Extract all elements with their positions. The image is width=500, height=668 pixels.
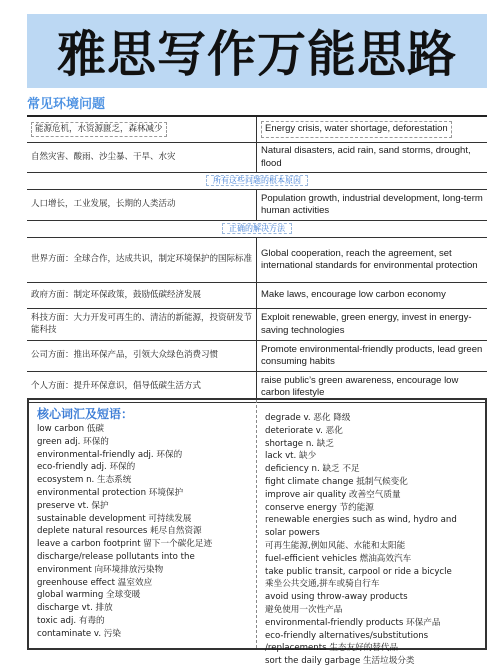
en-cell: Natural disasters, acid rain, sand storms, drought, flood <box>261 145 471 169</box>
vocab-item: global warming 全球变暖 <box>37 590 141 601</box>
vocab-item: /replacements 生态友好的替代品 <box>265 643 399 654</box>
vocab-item: discharge/release pollutants into the <box>37 551 195 562</box>
zh-cell: 世界方面：全球合作，达成共识，制定环境保护的国际标准 <box>27 238 257 282</box>
zh-cell: 人口增长，工业发展，长期的人类活动 <box>27 190 257 220</box>
zh-cell: 政府方面：制定环保政策，鼓励低碳经济发展 <box>27 283 257 308</box>
en-cell: Exploit renewable, green energy, invest in energy-saving technologies <box>261 312 472 336</box>
en-cell: raise public’s green awareness, encourage low carbon lifestyle <box>261 374 459 398</box>
vocab-item: deficiency n. 缺乏 不足 <box>265 464 360 475</box>
vocab-item: deteriorate v. 恶化 <box>265 425 343 436</box>
vocab-title: 核心词汇及短语： <box>37 407 134 421</box>
vocab-item: environmental-friendly adj. 环保的 <box>37 449 183 460</box>
vocab-item: sort the daily garbage 生活垃圾分类 <box>265 656 415 667</box>
section-divider-causes: 所有这些问题的根本原因 <box>27 173 487 190</box>
vocab-item: conserve energy 节约能源 <box>265 502 374 513</box>
zh-cell: 公司方面：推出环保产品，引领大众绿色消费习惯 <box>27 341 257 371</box>
vocab-item: fight climate change 抵制气候变化 <box>265 476 408 487</box>
section-divider-solutions: 正确的解决方法 <box>27 221 487 238</box>
zh-cell: 个人方面：提升环保意识，倡导低碳生活方式 <box>27 372 257 402</box>
section-title: 常见环境问题 <box>27 97 106 112</box>
vocab-item: discharge vt. 排放 <box>37 603 113 614</box>
table-row <box>27 117 487 143</box>
vocab-column-left <box>29 400 257 648</box>
vocab-item: environmental protection 环境保护 <box>37 487 184 498</box>
vocab-item: eco-friendly alternatives/substitutions <box>265 630 429 641</box>
en-cell: Make laws, encourage low carbon economy <box>261 289 446 301</box>
vocab-item: ecosystem n. 生态系统 <box>37 475 132 486</box>
table-row <box>27 143 487 173</box>
en-cell: Global cooperation, reach the agreement, set international standards for environmental protection <box>261 247 478 271</box>
vocab-item: low carbon 低碳 <box>37 424 105 434</box>
vocab-item: green adj. 环保的 <box>37 436 109 447</box>
problems-table <box>27 115 487 403</box>
vocab-item: leave a carbon footprint 留下一个碳化足迹 <box>37 539 213 550</box>
zh-cell: 自然灾害、酸雨、沙尘暴、干旱、水灾 <box>27 143 257 172</box>
vocab-item: eco-friendly adj. 环保的 <box>37 462 136 473</box>
vocab-item: toxic adj. 有毒的 <box>37 615 105 626</box>
table-row <box>27 309 487 341</box>
vocab-column-right <box>257 400 485 667</box>
table-row <box>27 238 487 283</box>
vocab-item: renewable energies such as wind, hydro and solar powers <box>265 515 457 539</box>
vocab-item: degrade v. 恶化 降级 <box>265 413 351 423</box>
vocab-item: preserve vt. 保护 <box>37 500 109 511</box>
en-cell: Population growth, industrial development, long-term human activities <box>261 192 483 216</box>
page-title: 雅思写作万能思路 <box>56 26 457 83</box>
vocab-item: avoid using throw-away products <box>265 592 408 603</box>
vocab-item: environment 向环境排放污染物 <box>37 564 164 575</box>
vocab-item: 可再生能源,例如风能、水能和太阳能 <box>265 540 406 551</box>
table-row <box>27 190 487 221</box>
vocab-item: take public transit, carpool or ride a bicycle <box>265 566 452 577</box>
en-cell: Promote environmental-friendly products, lead green consuming habits <box>261 343 483 367</box>
vocab-item: environmental-friendly products 环保产品 <box>265 617 441 628</box>
vocab-item: 避免使用一次性产品 <box>265 604 343 615</box>
vocab-item: deplete natural resources 耗尽自然资源 <box>37 526 202 537</box>
table-row <box>27 341 487 372</box>
zh-cell: 科技方面：大力开发可再生的、清洁的新能源，投资研发节能科技 <box>27 309 257 340</box>
vocab-item: sustainable development 可持续发展 <box>37 513 192 524</box>
vocab-item: contaminate v. 污染 <box>37 628 121 639</box>
en-cell: Energy crisis, water shortage, deforestation <box>257 117 487 142</box>
zh-cell: 能源危机，水资源匮乏，森林减少 <box>27 117 257 142</box>
vocab-item: 乘坐公共交通,拼车或骑自行车 <box>265 579 380 590</box>
title-banner <box>27 14 487 88</box>
vocab-item: greenhouse effect 温室效应 <box>37 577 153 588</box>
vocab-item: lack vt. 缺少 <box>265 451 317 462</box>
vocab-item: fuel-efficient vehicles 燃油高效汽车 <box>265 553 412 564</box>
vocab-item: improve air quality 改善空气质量 <box>265 489 401 500</box>
vocab-item: shortage n. 缺乏 <box>265 438 334 449</box>
table-row <box>27 283 487 309</box>
vocabulary-box <box>27 398 487 667</box>
